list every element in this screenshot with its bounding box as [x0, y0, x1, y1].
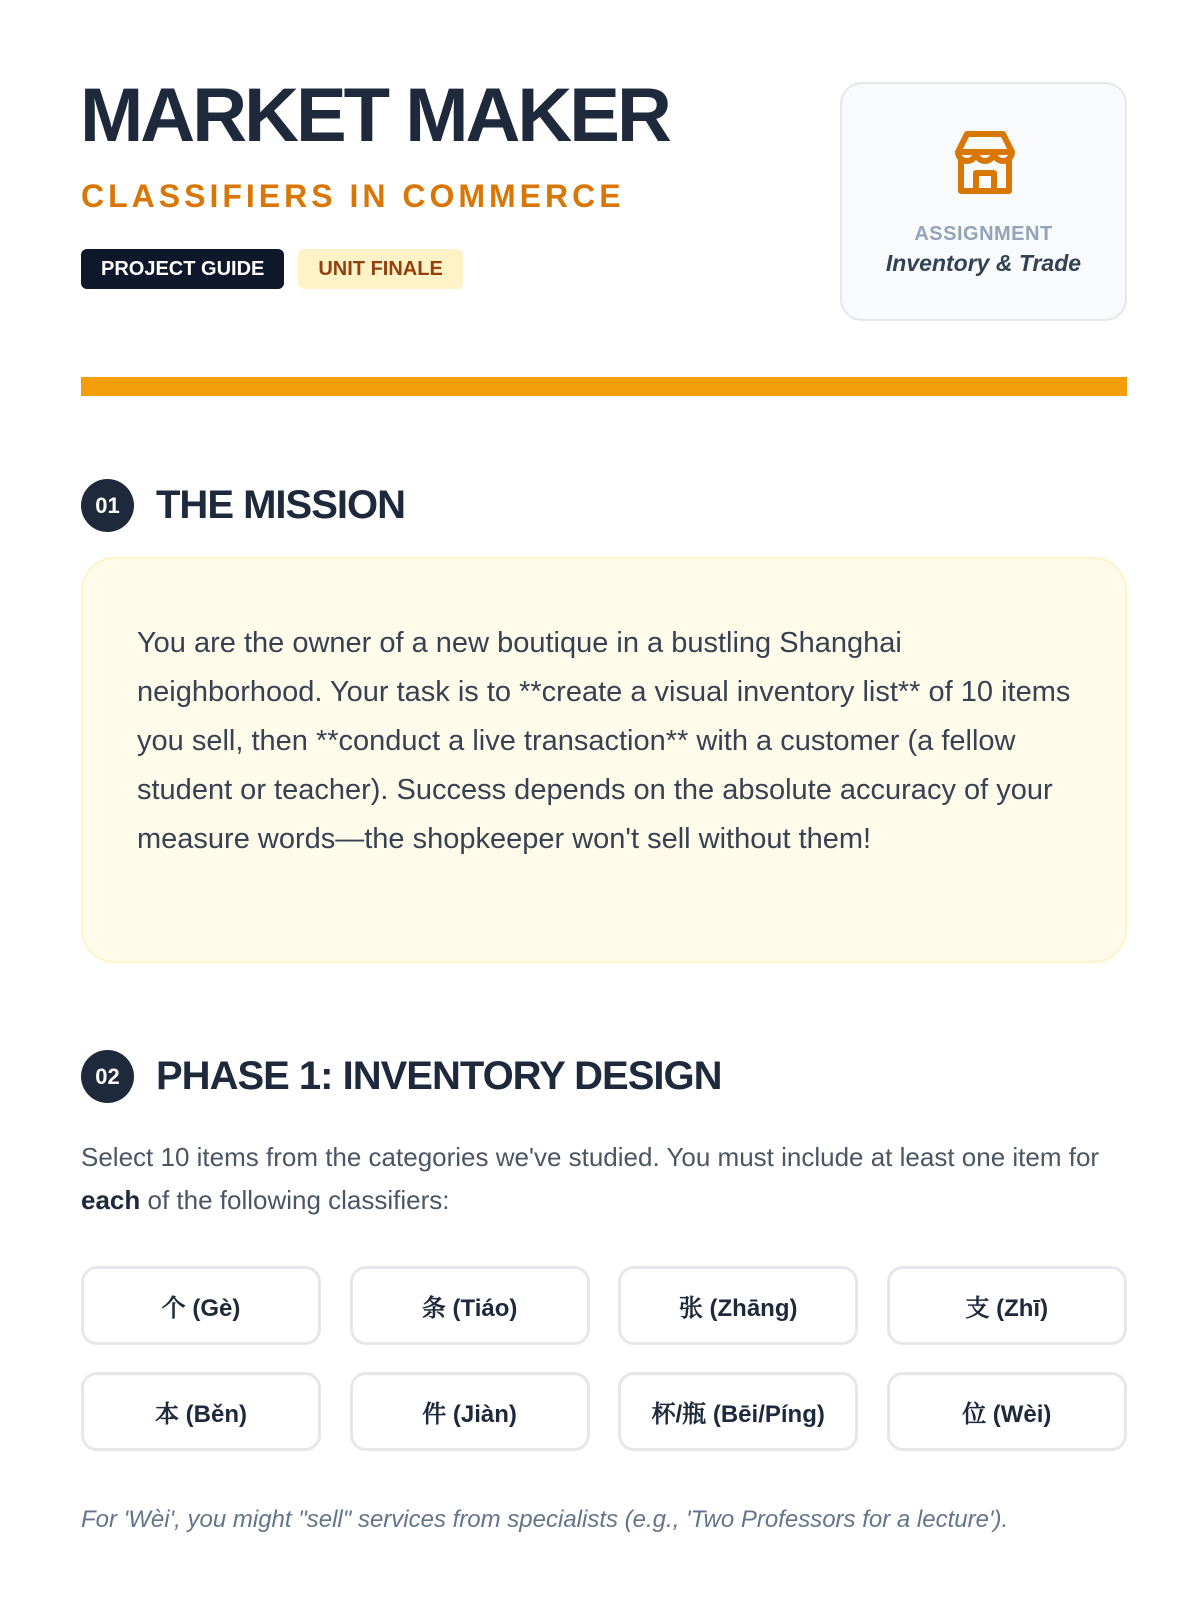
badge-row	[81, 249, 463, 289]
phase1-section-header	[81, 1050, 722, 1103]
section-number: 01	[81, 479, 134, 532]
description-text: of the following classifiers:	[140, 1185, 450, 1215]
classifier-card-ben: 本 (Běn)	[81, 1372, 321, 1451]
classifier-card-bei-ping: 杯/瓶 (Bēi/Píng)	[618, 1372, 858, 1451]
description-text: Select 10 items from the categories we've studied. You must include at least one item for	[81, 1142, 1100, 1172]
classifier-card-wei: 位 (Wèi)	[887, 1372, 1127, 1451]
classifier-card-zhang: 张 (Zhāng)	[618, 1266, 858, 1345]
mission-box	[81, 557, 1127, 963]
project-guide-badge: PROJECT GUIDE	[81, 249, 284, 289]
assignment-card	[840, 82, 1127, 321]
section-title: THE MISSION	[156, 483, 406, 527]
assignment-label: ASSIGNMENT	[914, 223, 1053, 245]
storefront-icon	[949, 128, 1021, 200]
classifier-card-zhi: 支 (Zhī)	[887, 1266, 1127, 1345]
description-emphasis: each	[81, 1185, 141, 1215]
unit-finale-badge: UNIT FINALE	[298, 249, 462, 289]
classifier-card-jian: 件 (Jiàn)	[350, 1372, 590, 1451]
header-divider	[81, 377, 1127, 396]
classifier-grid	[81, 1266, 1127, 1451]
mission-section-header	[81, 479, 405, 532]
phase1-footnote: For 'Wèi', you might "sell" services from specialists (e.g., 'Two Professors for a lecture').	[81, 1506, 1009, 1533]
section-title: PHASE 1: INVENTORY DESIGN	[156, 1054, 722, 1098]
classifier-card-tiao: 条 (Tiáo)	[350, 1266, 590, 1345]
section-number: 02	[81, 1050, 134, 1103]
page-subtitle: CLASSIFIERS IN COMMERCE	[81, 178, 625, 214]
page-title: MARKET MAKER	[80, 73, 669, 158]
classifier-card-ge: 个 (Gè)	[81, 1266, 321, 1345]
phase1-description	[81, 1136, 1141, 1222]
mission-text: You are the owner of a new boutique in a bustling Shanghai neighborhood. Your task is to **create a visual inventory list** of 10 items you sell, then **conduct a live transaction** with a customer (a fellow student or teacher). Success depends on the absolute accuracy of your measure words—the shopkeeper won't sell without them!	[137, 627, 1071, 855]
assignment-value: Inventory & Trade	[885, 250, 1082, 276]
